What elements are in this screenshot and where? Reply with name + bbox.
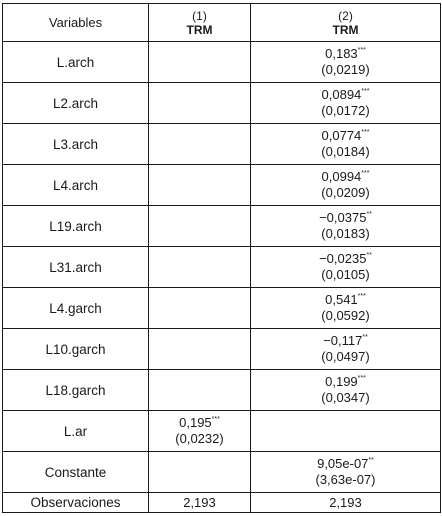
observations-col2: 2,193: [251, 493, 441, 513]
significance-stars: ***: [357, 375, 366, 382]
col1-cell: [149, 370, 251, 411]
significance-stars: ***: [361, 129, 370, 136]
standard-error: (0,0209): [321, 185, 370, 200]
col1-cell: [149, 42, 251, 83]
col2-cell: [251, 165, 441, 206]
coefficient: [321, 87, 369, 103]
table-row: [3, 370, 441, 411]
col2-cell: [251, 247, 441, 288]
variable-name: L4.garch: [3, 288, 149, 329]
variable-name: L4.arch: [3, 165, 149, 206]
significance-stars: **: [366, 211, 372, 218]
coefficient: [319, 210, 372, 226]
col2-cell: [251, 83, 441, 124]
observations-label: Observaciones: [3, 493, 149, 513]
standard-error: (0,0172): [321, 103, 370, 118]
table-row: [3, 452, 441, 493]
significance-stars: ***: [357, 293, 366, 300]
coefficient: [321, 374, 369, 390]
header-col2: [251, 4, 441, 42]
significance-stars: ***: [361, 170, 370, 177]
variable-name: L2.arch: [3, 83, 149, 124]
col2-cell: [251, 42, 441, 83]
standard-error: (0,0347): [321, 390, 370, 405]
standard-error: (0,0219): [321, 62, 370, 77]
table-row: [3, 83, 441, 124]
standard-error: (3,63e-07): [315, 472, 376, 487]
col2-cell: [251, 329, 441, 370]
significance-stars: ***: [357, 47, 366, 54]
header-col1-number: (1): [192, 8, 207, 23]
header-col2-dependent: TRM: [332, 22, 359, 37]
estimate-cell: [321, 169, 369, 201]
coefficient-value: −0,0375: [319, 210, 367, 225]
estimate-cell: [321, 87, 369, 119]
coefficient-value: −0,0235: [319, 251, 367, 266]
regression-table: [2, 3, 441, 513]
coefficient-value: 0,183: [325, 46, 358, 61]
col2-cell: [251, 370, 441, 411]
variable-name: L3.arch: [3, 124, 149, 165]
variable-name: L10.garch: [3, 329, 149, 370]
significance-stars: **: [368, 457, 374, 464]
table-row: [3, 165, 441, 206]
estimate-cell: [319, 210, 372, 242]
table-body: [3, 42, 441, 493]
observations-col1: 2,193: [149, 493, 251, 513]
variable-name: L.ar: [3, 411, 149, 452]
coefficient-value: 0,0774: [321, 128, 362, 143]
coefficient-value: 9,05e-07: [317, 456, 369, 471]
table-row: [3, 329, 441, 370]
col1-cell: [149, 452, 251, 493]
coefficient: [321, 46, 369, 62]
header-col1: [149, 4, 251, 42]
estimate-cell: [319, 251, 372, 283]
coefficient-value: 0,541: [325, 292, 358, 307]
table-row: [3, 42, 441, 83]
coefficient: [321, 333, 369, 349]
col1-cell: [149, 288, 251, 329]
col2-cell: [251, 206, 441, 247]
col1-cell: [149, 83, 251, 124]
table-row: [3, 288, 441, 329]
variable-name: L18.garch: [3, 370, 149, 411]
coefficient: [319, 251, 372, 267]
col1-cell: [149, 411, 251, 452]
standard-error: (0,0105): [321, 267, 370, 282]
col2-cell: [251, 452, 441, 493]
significance-stars: **: [366, 252, 372, 259]
estimate-cell: [321, 374, 369, 406]
table-row: [3, 247, 441, 288]
coefficient: [321, 292, 369, 308]
header-col2-number: (2): [338, 8, 353, 23]
standard-error: (0,0497): [321, 349, 370, 364]
estimate-cell: [321, 292, 369, 324]
col1-cell: [149, 206, 251, 247]
observations-row: [3, 493, 441, 513]
coefficient-value: −0,117: [323, 333, 363, 348]
col2-cell: [251, 288, 441, 329]
significance-stars: ***: [361, 88, 370, 95]
variable-name: Constante: [3, 452, 149, 493]
col1-cell: [149, 247, 251, 288]
estimate-cell: [321, 128, 369, 160]
coefficient-value: 0,0994: [321, 169, 362, 184]
significance-stars: **: [362, 334, 368, 341]
variable-name: L31.arch: [3, 247, 149, 288]
coefficient: [175, 415, 223, 431]
coefficient: [321, 128, 369, 144]
coefficient-value: 0,0894: [321, 87, 362, 102]
standard-error: (0,0232): [175, 431, 224, 446]
standard-error: (0,0183): [321, 226, 370, 241]
header-variables: Variables: [3, 4, 149, 42]
significance-stars: ***: [211, 416, 220, 423]
coefficient-value: 0,199: [325, 374, 358, 389]
standard-error: (0,0592): [321, 308, 370, 323]
header-col1-dependent: TRM: [186, 22, 213, 37]
col1-cell: [149, 124, 251, 165]
col2-cell: [251, 124, 441, 165]
coefficient-value: 0,195: [179, 415, 212, 430]
coefficient: [316, 456, 376, 472]
standard-error: (0,0184): [321, 144, 370, 159]
variable-name: L.arch: [3, 42, 149, 83]
estimate-cell: [321, 46, 369, 78]
variable-name: L19.arch: [3, 206, 149, 247]
col1-cell: [149, 329, 251, 370]
col2-cell: [251, 411, 441, 452]
estimate-cell: [321, 333, 369, 365]
table-header-row: [3, 4, 441, 42]
estimate-cell: [175, 415, 223, 447]
estimate-cell: [316, 456, 376, 488]
table-row: [3, 206, 441, 247]
table-row: [3, 124, 441, 165]
coefficient: [321, 169, 369, 185]
table-row: [3, 411, 441, 452]
col1-cell: [149, 165, 251, 206]
